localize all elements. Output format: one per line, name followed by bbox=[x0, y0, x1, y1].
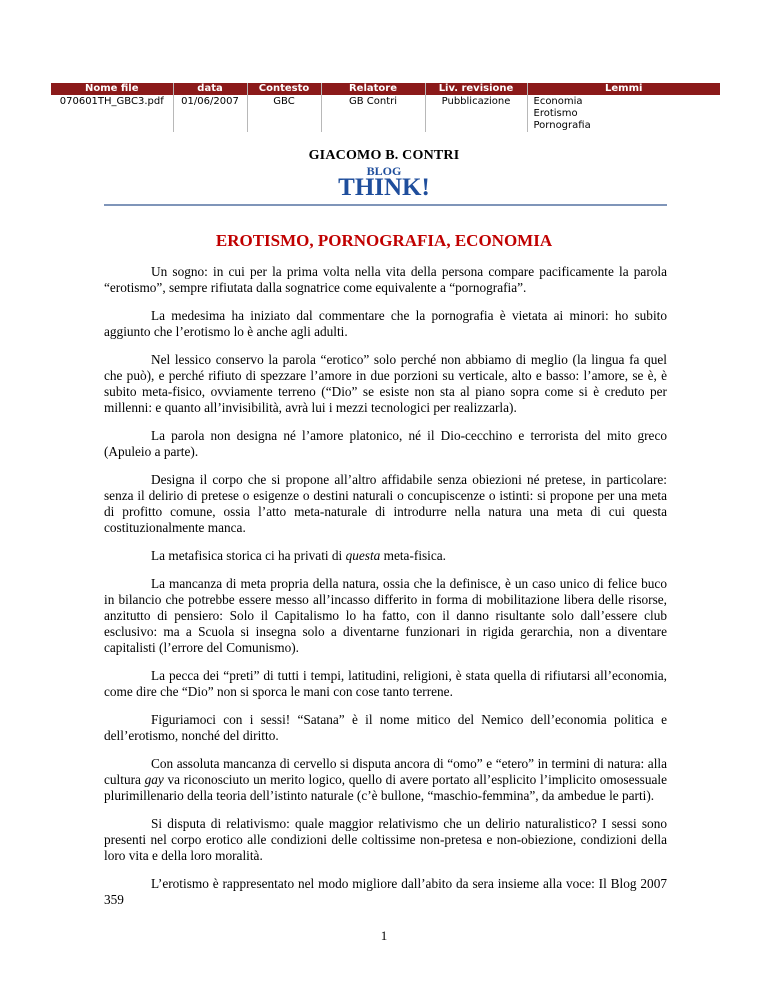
blog-label: BLOG bbox=[366, 164, 402, 178]
paragraph: L’erotismo è rappresentato nel modo migliore dall’abito da sera insieme alla voce: Il Blog 2007 359 bbox=[104, 876, 667, 907]
paragraph-text: meta-fisica. bbox=[380, 548, 447, 563]
article-body bbox=[104, 264, 667, 920]
meta-header-speaker: Relatore bbox=[321, 83, 425, 95]
article-title: EROTISMO, PORNOGRAFIA, ECONOMIA bbox=[215, 231, 553, 250]
meta-header-row bbox=[51, 83, 720, 95]
meta-revision: Pubblicazione bbox=[425, 95, 527, 132]
italic-word: questa bbox=[345, 548, 381, 563]
meta-speaker: GB Contri bbox=[321, 95, 425, 132]
paragraph: La medesima ha iniziato dal commentare che la pornografia è vietata ai minori: ho subito aggiunto che l’erotismo lo è anche agli adulti. bbox=[104, 308, 667, 339]
paragraph: La pecca dei “preti” di tutti i tempi, latitudini, religioni, è stata quella di rifiutarsi all’economia, come dire che “Dio” non si sporca le mani con cose tanto terrene. bbox=[104, 668, 667, 699]
meta-context: GBC bbox=[247, 95, 321, 132]
meta-header-date: data bbox=[173, 83, 247, 95]
paragraph bbox=[104, 756, 667, 804]
page-number: 1 bbox=[380, 928, 388, 943]
author-name: GIACOMO B. CONTRI bbox=[308, 148, 460, 163]
meta-header-file: Nome file bbox=[51, 83, 173, 95]
header-divider bbox=[104, 204, 667, 206]
paragraph-text: va riconosciuto un merito logico, quello di avere portato all’esplicito l’implicito omosessuale plurimillenario della teoria dell’istinto naturale (c’è bullone, “maschio-femmina”, da ambedue le parti). bbox=[104, 772, 667, 803]
paragraph: Un sogno: in cui per la prima volta nella vita della persona compare pacificamente la parola “erotismo”, sempre rifiutata dalla sognatrice come equivalente a “pornografia”. bbox=[104, 264, 667, 295]
paragraph: Nel lessico conservo la parola “erotico” solo perché non abbiamo di meglio (la lingua fa quel che può), e perché rifiuto di spezzare l’amore in due porzioni su verticale, alto e basso: l’amore, se è, è subito meta-fisico, ovviamente terreno (“Dio” se esiste non sta al piano sopra come si è creduto per millenni: e quanto all’invisibilità, avrà lui i mezzi tecnologici per realizzarla). bbox=[104, 352, 667, 415]
paragraph: La mancanza di meta propria della natura, ossia che la definisce, è un caso unico di felice buco in bilancio che potrebbe essere messo all’incasso differito in forma di mobilitazione libera delle risorse, anzitutto di pensiero: Solo il Capitalismo lo ha fatto, con il danno risultante solo dall’essere club esclusivo: ma a Scuola si insegna solo a diventarne funzionari in rigida gerarchia, non a diventare capitalisti (l’errore del Comunismo). bbox=[104, 576, 667, 655]
lemma-item: Pornografia bbox=[533, 120, 591, 131]
think-heading: THINK! bbox=[338, 174, 430, 201]
meta-header-context: Contesto bbox=[247, 83, 321, 95]
paragraph: Figuriamoci con i sessi! “Satana” è il nome mitico del Nemico dell’economia politica e dell’erotismo, nonché del diritto. bbox=[104, 712, 667, 743]
meta-header-lemmi: Lemmi bbox=[527, 83, 720, 95]
italic-word: gay bbox=[144, 772, 164, 787]
paragraph-text: La metafisica storica ci ha privati di bbox=[151, 548, 346, 563]
document-meta-table bbox=[51, 83, 720, 132]
paragraph: Si disputa di relativismo: quale maggior relativismo che un delirio naturalistico? I sessi sono presenti nel corpo erotico alle condizioni delle coltissime non-pretesa e non-obiezione, condizioni della loro vita e della loro moralità. bbox=[104, 816, 667, 863]
meta-lemmi bbox=[527, 95, 720, 132]
meta-value-row bbox=[51, 95, 720, 132]
paragraph bbox=[104, 548, 667, 564]
meta-file-name: 070601TH_GBC3.pdf bbox=[59, 96, 164, 107]
meta-date: 01/06/2007 bbox=[173, 95, 247, 132]
paragraph-text: Con assoluta mancanza di cervello si disputa ancora di “omo” e “etero” in termini di natura: alla cultura bbox=[104, 756, 667, 787]
meta-header-revision: Liv. revisione bbox=[425, 83, 527, 95]
paragraph: Designa il corpo che si propone all’altro affidabile senza obiezioni né pretese, in particolare: senza il delirio di pretese o esigenze o destini naturali o concupiscenze o istinti: si propone per una meta di profitto comune, ossia l’atto meta-naturale di introdurre nella natura una meta di cui questa costituzionalmente manca. bbox=[104, 472, 667, 535]
lemma-item: Erotismo bbox=[533, 108, 578, 119]
lemma-item: Economia bbox=[533, 96, 583, 107]
paragraph: La parola non designa né l’amore platonico, né il Dio-cecchino e terrorista del mito greco (Apuleio a parte). bbox=[104, 428, 667, 459]
